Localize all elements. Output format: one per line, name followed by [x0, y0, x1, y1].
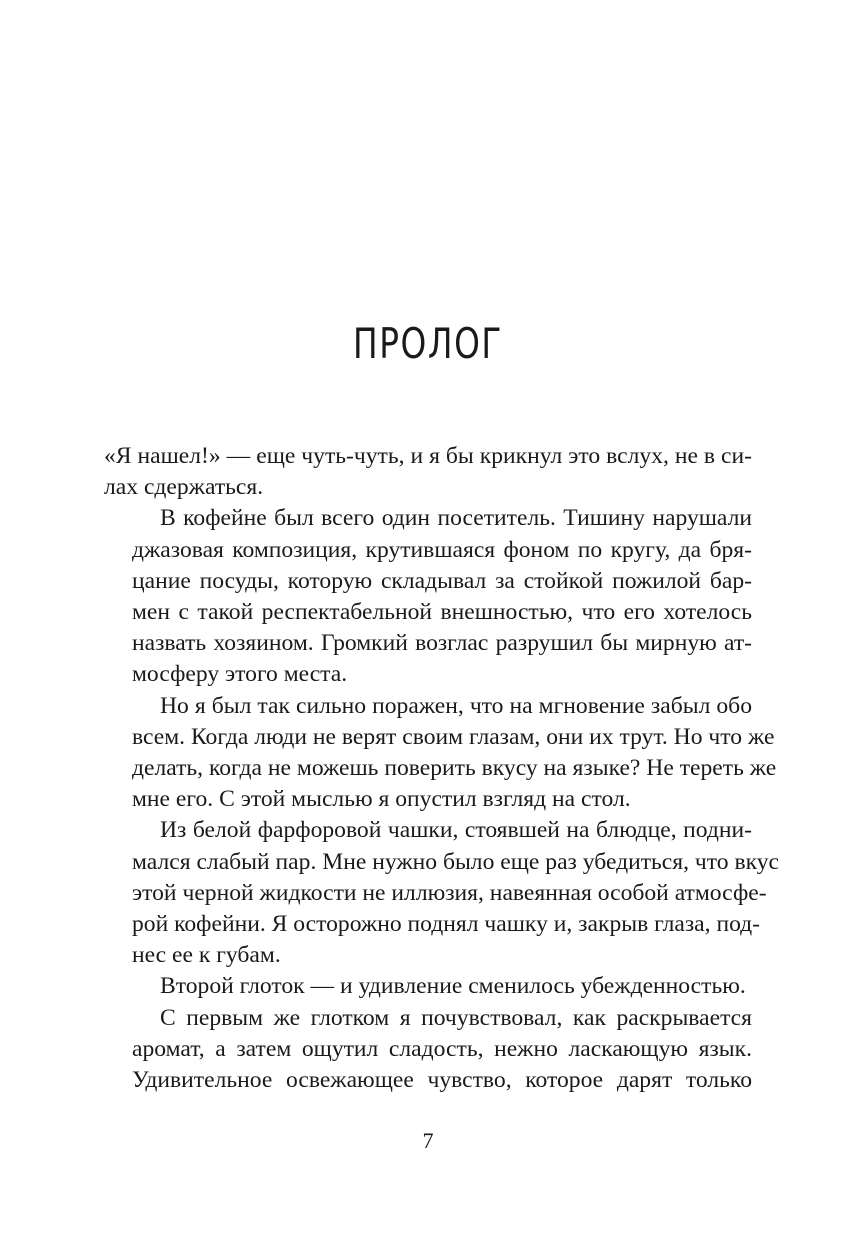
- text-line: Из белой фарфоровой чашки, стоявшей на блюдце, подни-: [160, 817, 752, 844]
- text-line: С первым же глотком я почувствовал, как раскрывается: [160, 1004, 752, 1031]
- paragraph: [104, 815, 780, 971]
- text-line: мен с такой респектабельной внешностью, что его хотелось: [132, 599, 752, 626]
- chapter-title: ПРОЛОГ: [353, 319, 503, 368]
- text-line: лах сдержаться.: [104, 474, 264, 501]
- text-line: этой черной жидкости не иллюзия, навеянная особой атмосфе-: [132, 879, 767, 906]
- text-line: Второй глоток — и удивление сменилось убежденностью.: [160, 973, 746, 1000]
- text-line: В кофейне был всего один посетитель. Тишину нарушали: [160, 505, 752, 532]
- paragraph: [104, 971, 752, 1002]
- paragraph: [104, 503, 752, 690]
- text-line: Удивительное освежающее чувство, которое дарят только: [132, 1067, 752, 1094]
- paragraph: [104, 441, 752, 503]
- text-line: мосферу этого места.: [132, 661, 348, 688]
- text-line: цание посуды, которую складывал за стойкой пожилой бар-: [132, 567, 752, 594]
- text-line: мне его. С этой мыслью я опустил взгляд на стол.: [132, 786, 631, 813]
- text-line: «Я нашел!» — еще чуть-чуть, и я бы крикнул это вслух, не в си-: [104, 443, 752, 469]
- body-text: [104, 441, 780, 1096]
- text-line: мался слабый пар. Мне нужно было еще раз убедиться, что вкус: [132, 848, 780, 875]
- paragraph: [104, 1003, 752, 1097]
- text-line: назвать хозяином. Громкий возглас разрушил бы мирную ат-: [132, 630, 752, 657]
- text-line: рой кофейни. Я осторожно поднял чашку и, закрыв глаза, под-: [132, 911, 761, 938]
- paragraph: [104, 691, 777, 816]
- text-line: Но я был так сильно поражен, что на мгновение забыл обо: [160, 692, 752, 719]
- text-line: аромат, а затем ощутил сладость, нежно ласкающую язык.: [132, 1035, 752, 1062]
- text-line: всем. Когда люди не верят своим глазам, они их трут. Но что же: [132, 723, 775, 750]
- page-number: 7: [422, 1128, 434, 1153]
- text-line: джазовая композиция, крутившаяся фоном по кругу, да бря-: [132, 536, 752, 563]
- text-line: делать, когда не можешь поверить вкусу на языке? Не тереть же: [132, 755, 777, 782]
- text-line: нес ее к губам.: [132, 942, 281, 969]
